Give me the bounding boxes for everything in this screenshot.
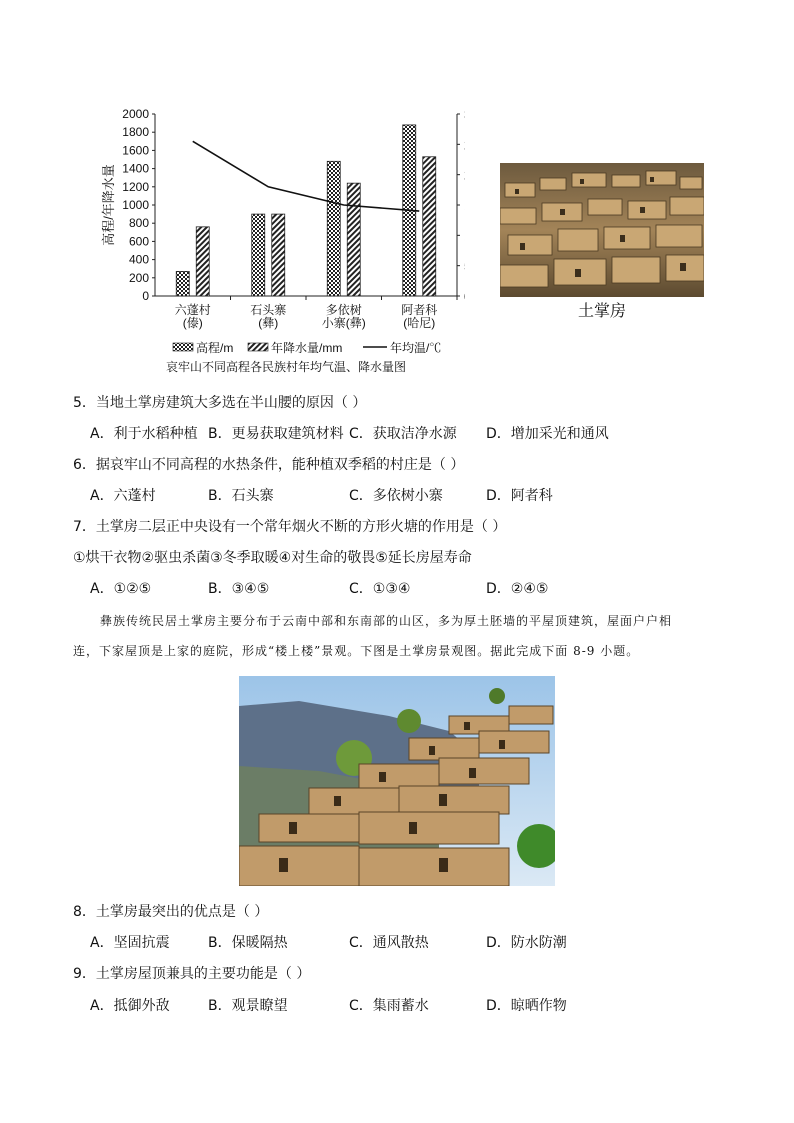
y-tick-label: 400 [128,252,149,267]
tuzhangfang-landscape-photo [239,676,555,886]
legend-label-elevation: 高程/m [196,341,234,355]
q8-option-a: A．坚固抗震 [90,935,170,951]
y2-tick-label [464,107,465,122]
question-9-stem: 9．土掌房屋顶兼具的主要功能是（ ） [73,966,311,982]
y-tick-label: 1200 [122,179,149,194]
legend-swatch-rainfall [248,343,268,351]
y-axis-title: 高程/年降水量 [101,164,116,246]
question-8-stem: 8．土掌房最突出的优点是（ ） [73,904,269,920]
q9-option-b: B．观景瞭望 [208,998,288,1014]
q9-option-a: A．抵御外敌 [90,998,170,1014]
y-tick-label: 1800 [122,125,149,140]
legend-label-temperature: 年均温/℃ [390,341,442,355]
bar-rainfall [272,214,285,296]
q8-option-b: B．保暖隔热 [208,935,288,951]
category-label: 多依树 [325,303,362,317]
legend-swatch-elevation [173,343,193,351]
temperature-line [193,141,420,211]
y-tick-label: 800 [128,216,149,231]
y2-tick-label [464,228,465,243]
q5-option-d: D．增加采光和通风 [486,426,609,442]
category-label-2: 小寨(彝) [321,316,366,330]
y-tick-label: 1000 [122,198,149,212]
q7-option-d: D．②④⑤ [486,581,549,597]
category-label: 六蓬村 [174,303,211,317]
chart-bars [176,125,436,296]
y-tick-label: 600 [128,234,149,249]
question-6-stem: 6．据哀牢山不同高程的水热条件，能种植双季稻的村庄是（ ） [73,457,465,473]
y2-tick-label [464,259,465,274]
question-7-items: ①烘干衣物②驱虫杀菌③冬季取暖④对生命的敬畏⑤延长房屋寿命 [73,550,472,566]
q6-option-b: B．石头寨 [208,488,274,504]
q6-option-a: A．六蓬村 [90,488,156,504]
chart-title: 哀牢山不同高程各民族村年均气温、降水量图 [165,360,407,374]
question-5-stem: 5．当地土掌房建筑大多选在半山腰的原因（ ） [73,395,367,411]
bar-rainfall [423,157,436,296]
q5-option-b: B．更易获取建筑材料 [208,426,344,442]
photo-1-caption: 土掌房 [578,301,627,320]
y2-tick-label [464,168,465,183]
q5-option-a: A．利于水稻种植 [90,426,198,442]
y-tick-label: 1400 [122,161,149,176]
y-tick-label: 200 [128,270,149,285]
y2-tick-label [464,198,465,213]
bar-elevation [327,161,340,296]
q5-option-c: C．获取洁净水源 [349,426,457,442]
bar-rainfall [196,227,209,296]
passage-line-2: 连，下家屋顶是上家的庭院，形成“楼上楼”景观。下图是土掌房景观图。据此完成下面 8-9 小题。 [73,644,640,658]
q6-option-c: C．多依树小寨 [349,488,443,504]
y-tick-label: 1600 [122,143,149,158]
category-label: 阿者科 [401,303,438,317]
tuzhangfang-photo-1 [500,163,704,297]
q9-option-c: C．集雨蓄水 [349,998,429,1014]
bar-rainfall [347,183,360,296]
q7-option-b: B．③④⑤ [208,581,270,597]
y2-tick-label [464,289,465,304]
climate-chart [95,100,465,390]
bar-elevation [176,271,189,296]
category-ethnic-label: (傣) [182,316,203,330]
category-label: 石头寨 [250,303,287,317]
bar-elevation [252,214,265,296]
q9-option-d: D．晾晒作物 [486,998,567,1014]
chart-line [193,141,420,211]
y-tick-label: 0 [142,289,149,303]
q7-option-a: A．①②⑤ [90,581,152,597]
y2-tick-label [464,137,465,152]
category-ethnic-label: (哈尼) [403,316,436,330]
q6-option-d: D．阿者科 [486,488,553,504]
passage-line-1: 彝族传统民居土掌房主要分布于云南中部和东南部的山区，多为厚土胚墙的平屋顶建筑，屋面户户相 [100,614,673,628]
legend-label-rainfall: 年降水量/mm [271,341,343,355]
y-tick-label: 2000 [122,107,149,121]
category-ethnic-label: (彝) [258,316,279,330]
q8-option-d: D．防水防潮 [486,935,567,951]
q7-option-c: C．①③④ [349,581,411,597]
question-7-stem: 7．土掌房二层正中央设有一个常年烟火不断的方形火塘的作用是（ ） [73,519,507,535]
q8-option-c: C．通风散热 [349,935,429,951]
